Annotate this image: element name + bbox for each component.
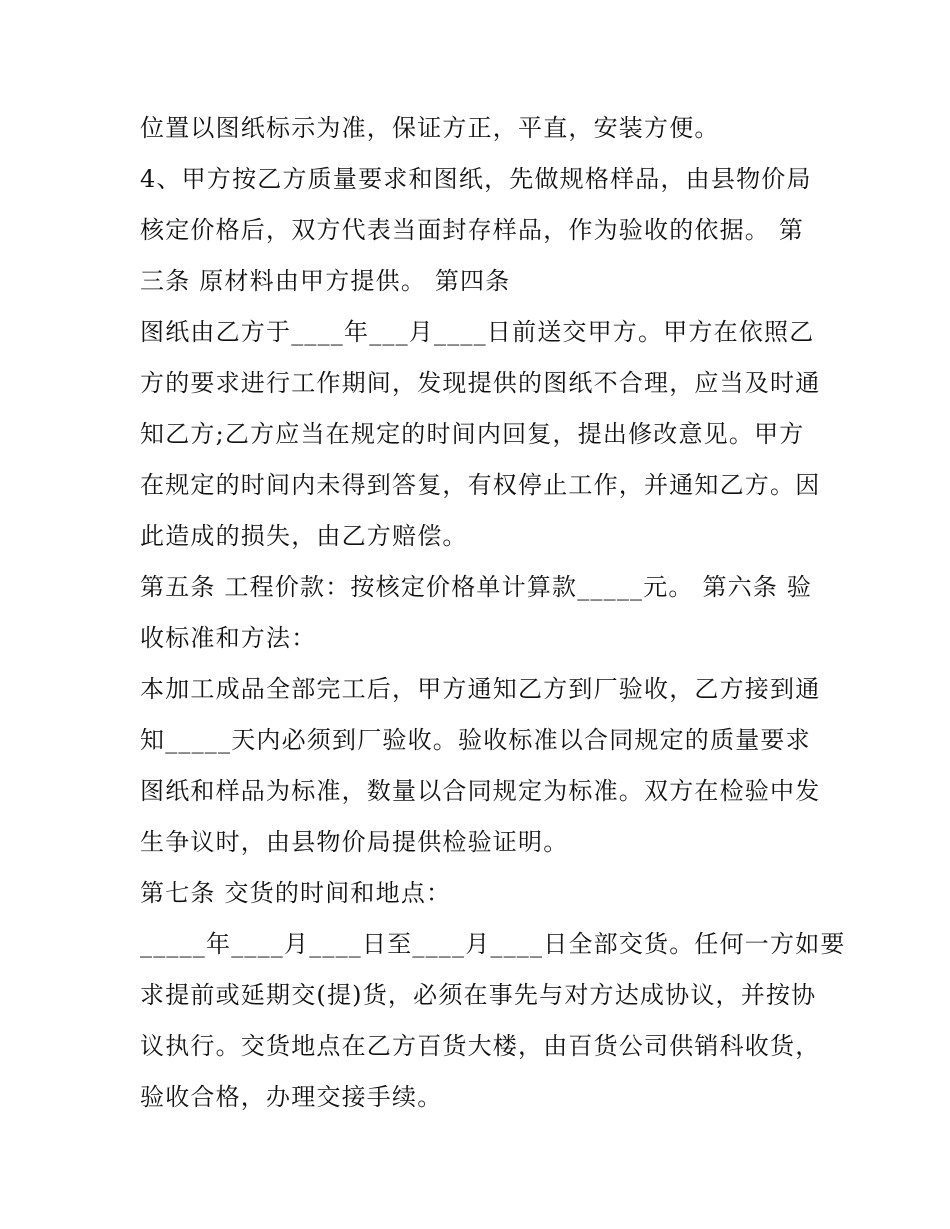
text-line: 图纸由乙方于____年___月____日前送交甲方。甲方在依照乙 — [140, 318, 815, 346]
text-line: 图纸和样品为标准，数量以合同规定为标准。双方在检验中发 — [140, 777, 821, 805]
text-line: 知_____天内必须到厂验收。验收标准以合同规定的质量要求 — [140, 726, 811, 754]
text-line: 此造成的损失，由乙方赔偿。 — [140, 522, 468, 550]
text-line: 收标准和方法： — [140, 624, 317, 652]
text-line: 三条 原材料由甲方提供。 第四条 — [140, 267, 511, 295]
text-line: 位置以图纸标示为准，保证方正，平直，安装方便。 — [140, 114, 720, 142]
contract-text — [140, 103, 846, 1123]
text-line: 在规定的时间内未得到答复，有权停止工作，并通知乙方。因 — [140, 471, 821, 499]
text-line: 议执行。交货地点在乙方百货大楼，由百货公司供销科收货， — [140, 1032, 821, 1060]
text-line: 知乙方;乙方应当在规定的时间内回复，提出修改意见。甲方 — [140, 420, 805, 448]
text-line: 验收合格，办理交接手续。 — [140, 1083, 443, 1111]
text-line: 生争议时，由县物价局提供检验证明。 — [140, 828, 569, 856]
text-line: 本加工成品全部完工后，甲方通知乙方到厂验收，乙方接到通 — [140, 675, 821, 703]
text-line: 核定价格后，双方代表当面封存样品，作为验收的依据。 第 — [140, 216, 805, 244]
text-line: 方的要求进行工作期间，发现提供的图纸不合理，应当及时通 — [140, 369, 821, 397]
text-line: 求提前或延期交(提)货，必须在事先与对方达成协议，并按协 — [140, 981, 817, 1009]
text-line: 4、甲方按乙方质量要求和图纸，先做规格样品，由县物价局 — [140, 165, 812, 193]
text-line: _____年____月____日至____月____日全部交货。任何一方如要 — [140, 930, 846, 958]
text-line: 第五条 工程价款：按核定价格单计算款_____元。 第六条 验 — [140, 573, 813, 601]
text-line: 第七条 交货的时间和地点： — [140, 879, 452, 907]
